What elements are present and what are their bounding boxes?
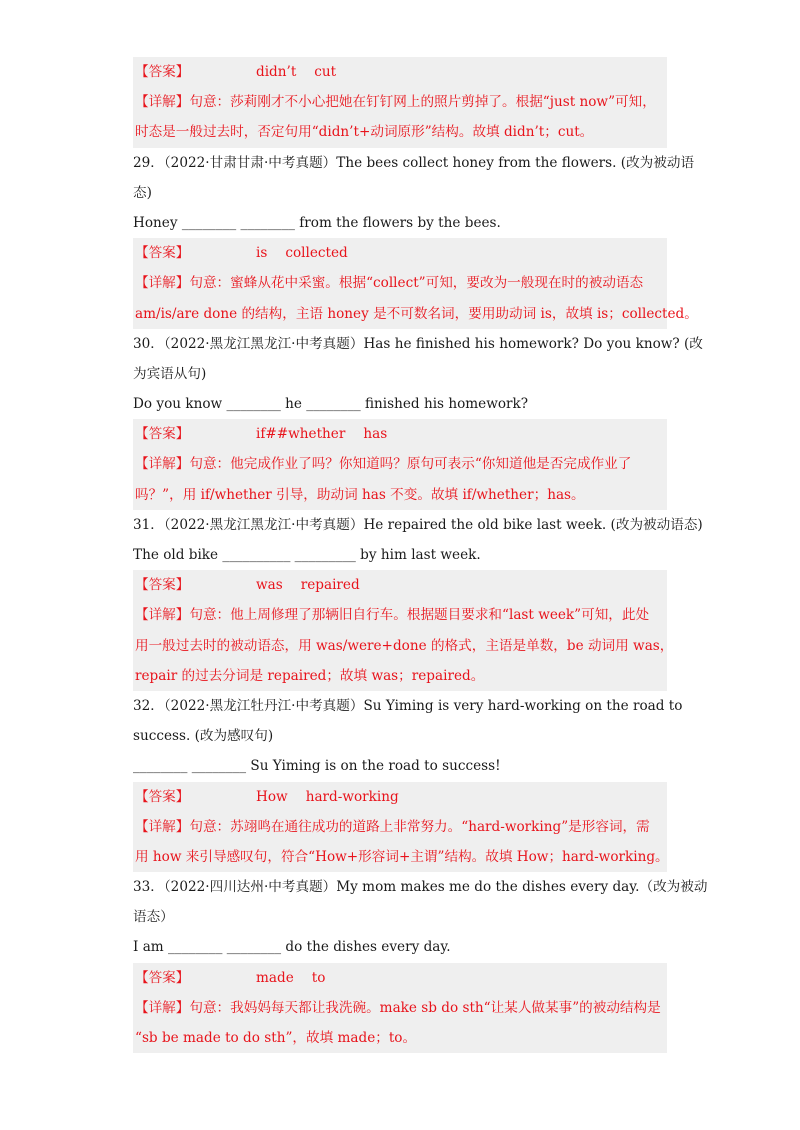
detail-line: am/is/are done 的结构，主语 honey 是不可数名词，要用助动词 is，故填 is；collected。 — [133, 299, 667, 329]
detail-line: 【详解】句意：他上周修理了那辆旧自行车。根据题目要求和“last week”可知，此处 — [133, 600, 667, 630]
detail-line: repair 的过去分词是 repaired；故填 was；repaired。 — [133, 661, 667, 691]
fill-blank-line: Honey ________ ________ from the flowers by the bees. — [133, 214, 501, 231]
fill-blank-line: ________ ________ Su Yiming is on the road to success! — [133, 758, 501, 775]
answer-word: was — [256, 577, 283, 594]
detail-line: 用一般过去时的被动语态，用 was/were+done 的格式，主语是单数，be 动词用 was， — [133, 631, 667, 661]
answer-word: to — [311, 969, 326, 986]
detail-line: 用 how 来引导感叹句，符合“How+形容词+主谓”结构。故填 How；hard-working。 — [133, 842, 667, 872]
detail-line: “sb be made to do sth”，故填 made；to。 — [133, 1023, 667, 1053]
answer-word: is — [256, 245, 268, 262]
question-line: 32．（2022·黑龙江牡丹江·中考真题）Su Yiming is very hard-working on the road to — [133, 697, 683, 714]
answer-word: made — [256, 969, 294, 986]
answer-word: hard-working — [305, 788, 399, 805]
answer-word: if##whether — [256, 426, 346, 443]
question-line: 30．（2022·黑龙江黑龙江·中考真题）Has he finished his homework? Do you know? (改 — [133, 335, 703, 352]
answer-word: How — [256, 788, 288, 805]
answer-label: 【答案】 — [135, 969, 190, 986]
fill-blank-line: I am ________ ________ do the dishes every day. — [133, 939, 451, 956]
answer-label: 【答案】 — [135, 577, 190, 594]
detail-line: 【详解】句意：苏翊鸣在通往成功的道路上非常努力。“hard-working”是形容词，需 — [133, 812, 667, 842]
answer-label: 【答案】 — [135, 64, 190, 80]
answer-row — [133, 419, 667, 449]
answer-label: 【答案】 — [135, 245, 190, 262]
answer-word: cut — [314, 64, 337, 80]
answer-row — [133, 963, 667, 993]
answer-word: repaired — [300, 577, 360, 594]
detail-line: 吗？”，用 if/whether 引导，助动词 has 不变。故填 if/whether；has。 — [133, 480, 667, 510]
answer-label: 【答案】 — [135, 788, 190, 805]
question-line: 态) — [133, 184, 152, 201]
question-line: 29．（2022·甘肃甘肃·中考真题）The bees collect honey from the flowers. (改为被动语 — [133, 154, 695, 171]
answer-row — [133, 238, 667, 268]
answer-row — [133, 57, 667, 87]
detail-line: 【详解】句意：蜜蜂从花中采蜜。根据“collect”可知，要改为一般现在时的被动语态 — [133, 268, 667, 298]
question-line: 语态） — [133, 909, 174, 926]
question-line: 为宾语从句) — [133, 365, 207, 382]
answer-row — [133, 782, 667, 812]
detail-line: 【详解】句意：他完成作业了吗？你知道吗？原句可表示“你知道他是否完成作业了 — [133, 449, 667, 479]
answer-label: 【答案】 — [135, 426, 190, 443]
answer-word: has — [363, 426, 388, 443]
detail-line: 时态是一般过去时，否定句用“didn’t+动词原形”结构。故填 didn’t；cut。 — [133, 117, 667, 147]
question-line: 33．（2022·四川达州·中考真题）My mom makes me do the dishes every day.（改为被动 — [133, 879, 708, 896]
answer-word: collected — [285, 245, 348, 262]
detail-line: 【详解】句意：我妈妈每天都让我洗碗。make sb do sth“让某人做某事”的被动结构是 — [133, 993, 667, 1023]
fill-blank-line: Do you know ________ he ________ finished his homework? — [133, 396, 529, 413]
answer-row — [133, 570, 667, 600]
question-line: success. (改为感叹句) — [133, 728, 274, 745]
exercise-list — [133, 57, 708, 1053]
answer-word: didn’t — [256, 64, 297, 80]
fill-blank-line: The old bike __________ _________ by him last week. — [133, 547, 481, 563]
question-line: 31．（2022·黑龙江黑龙江·中考真题）He repaired the old bike last week. (改为被动语态) — [133, 516, 703, 533]
detail-line: 【详解】句意：莎莉刚才不小心把她在钉钉网上的照片剪掉了。根据“just now”可知， — [133, 87, 667, 117]
